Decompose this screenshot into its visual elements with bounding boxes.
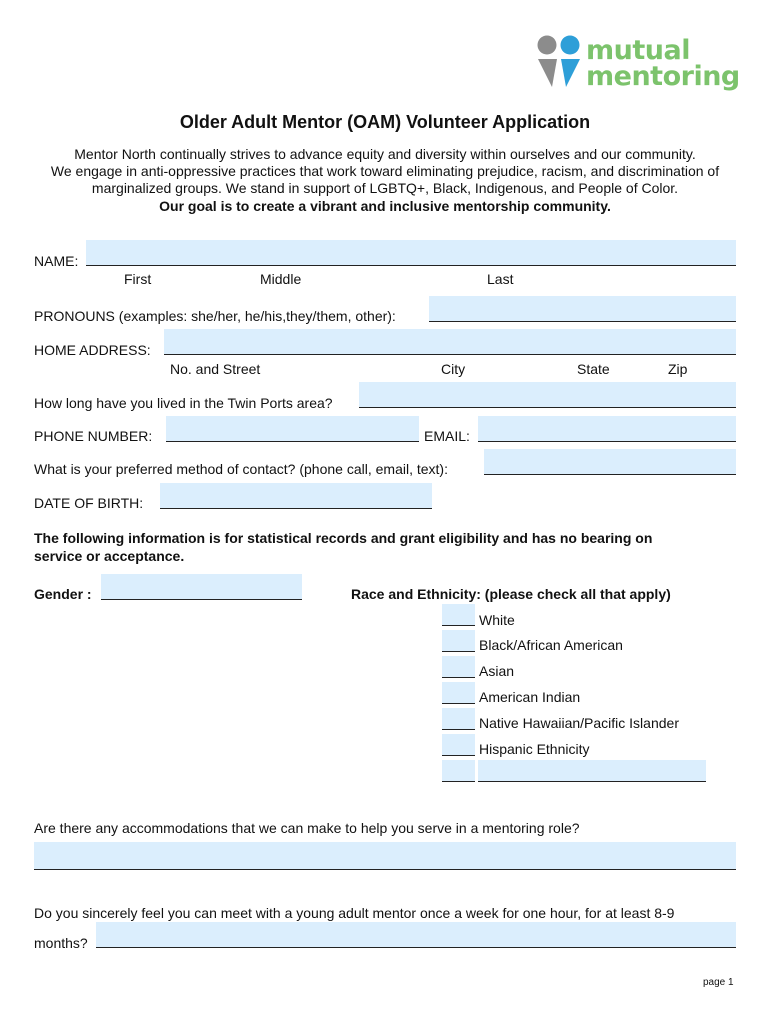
race-checkbox-american-indian[interactable] [442, 682, 475, 704]
address-street-caption: No. and Street [170, 361, 261, 377]
race-option-asian: Asian [479, 663, 515, 679]
email-field[interactable] [478, 416, 736, 442]
page-title: Older Adult Mentor (OAM) Volunteer Application [179, 112, 591, 132]
pronouns-field[interactable] [429, 296, 736, 322]
address-state-caption: State [577, 361, 610, 377]
lived-label: How long have you lived in the Twin Ports area? [34, 395, 333, 411]
race-checkbox-black[interactable] [442, 630, 475, 652]
lived-field[interactable] [359, 382, 736, 408]
commitment-line-1: Do you sincerely feel you can meet with a young adult mentor once a week for one hour, for at least 8-9 [34, 905, 675, 921]
contact-field[interactable] [484, 449, 736, 475]
race-heading: Race and Ethnicity: (please check all that apply) [351, 586, 671, 602]
accommodations-field[interactable] [34, 842, 736, 870]
accommodations-label: Are there any accommodations that we can make to help you serve in a mentoring role? [34, 820, 580, 836]
address-city-caption: City [441, 361, 466, 377]
dob-field[interactable] [160, 483, 432, 509]
race-option-native-hawaiian: Native Hawaiian/Pacific Islander [479, 715, 679, 731]
race-option-american-indian: American Indian [479, 689, 581, 705]
page-number: page 1 [703, 977, 734, 988]
name-first-caption: First [124, 271, 152, 287]
race-checkbox-other[interactable] [442, 760, 475, 782]
mutual-mentoring-logo [536, 35, 741, 95]
intro-line-3: marginalized groups. We stand in support of LGBTQ+, Black, Indigenous, and People of Color. [91, 180, 679, 196]
phone-field[interactable] [166, 416, 419, 442]
address-label: HOME ADDRESS: [34, 342, 151, 358]
dob-label: DATE OF BIRTH: [34, 495, 144, 511]
race-other-field[interactable] [478, 760, 706, 782]
race-checkbox-native-hawaiian[interactable] [442, 708, 475, 730]
contact-label: What is your preferred method of contact? (phone call, email, text): [34, 461, 448, 477]
race-option-white: White [479, 612, 515, 628]
address-field[interactable] [164, 329, 736, 355]
pronouns-label: PRONOUNS (examples: she/her, he/his,they/them, other): [34, 308, 396, 324]
logo-mark-icon [536, 35, 582, 89]
address-zip-caption: Zip [668, 361, 688, 377]
logo-line-1: mutual [586, 35, 690, 66]
name-last-caption: Last [487, 271, 514, 287]
intro-line-2: We engage in anti-oppressive practices that work toward eliminating prejudice, racism, and discrimination of [50, 163, 720, 179]
name-middle-caption: Middle [260, 271, 302, 287]
commitment-field[interactable] [96, 922, 736, 948]
race-checkbox-hispanic[interactable] [442, 734, 475, 756]
intro-line-1: Mentor North continually strives to advance equity and diversity within ourselves and our community. [74, 146, 696, 162]
race-option-hispanic: Hispanic Ethnicity [479, 741, 590, 757]
logo-line-2: mentoring [586, 61, 740, 92]
stats-notice-line-2: service or acceptance. [34, 548, 185, 564]
email-label: EMAIL: [424, 428, 470, 444]
gender-field[interactable] [101, 574, 302, 600]
name-field[interactable] [86, 240, 736, 266]
race-option-black: Black/African American [479, 637, 623, 653]
name-label: NAME: [34, 253, 79, 269]
intro-goal: Our goal is to create a vibrant and inclusive mentorship community. [159, 198, 611, 214]
phone-label: PHONE NUMBER: [34, 428, 153, 444]
gender-label: Gender : [34, 586, 92, 602]
race-checkbox-asian[interactable] [442, 656, 475, 678]
stats-notice-line-1: The following information is for statistical records and grant eligibility and has no bearing on [34, 530, 653, 546]
race-checkbox-white[interactable] [442, 604, 475, 626]
commitment-line-2: months? [34, 935, 88, 951]
